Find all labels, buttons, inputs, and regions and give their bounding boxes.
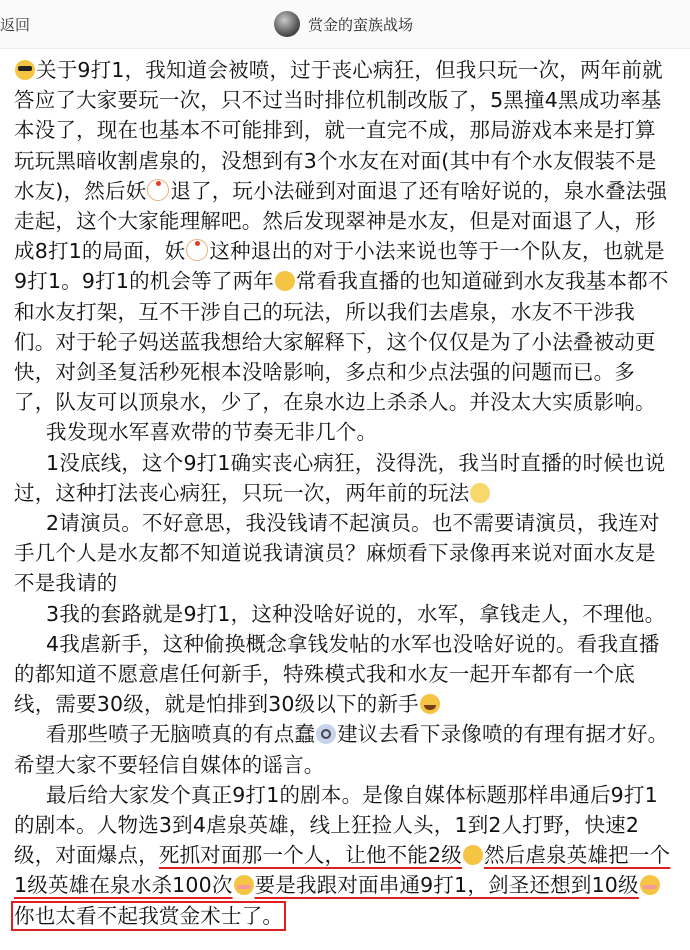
paragraph-8: 最后给大家发个真正9打1的剧本。是像自媒体标题那样串通后9打1的剧本。人物选3到4虐泉英雄，线上狂捡人头，1到2人打野，快速2级，对面爆点，死抓对面那一个人，让他不能2级 然后虐泉英雄把一个1级英雄在泉水杀100次 要是我跟对面串通9打1，剑圣还想到10级你也太看不起我赏金术士了。 [14, 782, 671, 928]
header-title-group [274, 10, 413, 38]
boxed-highlight: 你也太看不起我赏金术士了。 [14, 903, 284, 928]
page-title: 赏金的蛮族战场 [308, 15, 414, 34]
top-bar [0, 0, 690, 49]
paragraph-5: 3我的套路就是9打1，这种没啥好说的，水军，拿钱走人，不理他。 [46, 601, 666, 626]
paragraph-3: 1没底线，这个9打1确实丧心病狂，没得洗，我当时直播的时候也说过，这种打法丧心病狂，只玩一次，两年前的玩法 [14, 450, 666, 505]
underlined-highlight: 死抓对面那一个人，让他不能2级 然后虐泉英雄把一个1级英雄在泉水杀100次 要是我跟对面串通9打1，剑圣还想到10级 [14, 843, 671, 898]
dizzy-face-icon [316, 724, 336, 744]
paragraph-7: 看那些喷子无脑喷真的有点蠢 建议去看下录像喷的有理有据才好。希望大家不要轻信自媒体的谣言。 [14, 722, 669, 777]
chicken-icon [147, 179, 169, 201]
shy-face-icon [640, 875, 660, 895]
thinking-face-icon [463, 845, 483, 865]
paragraph-6: 4我虐新手，这种偷换概念拿钱发帖的水军也没啥好说的。看我直播的都知道不愿意虐任何新手，特殊模式我和水友一起开车都有一个底线，需要30级，就是怕排到30级以下的新手 [14, 631, 660, 717]
article-body [14, 55, 676, 931]
thinking-face-icon [275, 271, 295, 291]
paragraph-4: 2请演员。不好意思，我没钱请不起演员。也不需要请演员，我连对手几个人是水友都不知道说我请演员？麻烦看下录像再来说对面水友是不是我请的 [14, 511, 660, 596]
shy-face-icon [234, 875, 254, 895]
smile-face-icon [470, 483, 490, 503]
cool-face-icon [15, 60, 35, 80]
avatar[interactable] [274, 11, 300, 37]
back-button[interactable]: 返回 [0, 16, 31, 34]
paragraph-2: 我发现水军喜欢带的节奏无非几个。 [46, 420, 378, 445]
laughing-face-icon [420, 694, 440, 714]
chicken-icon [186, 239, 208, 261]
paragraph-1: 关于9打1，我知道会被喷，过于丧心病狂，但我只玩一次，两年前就答应了大家要玩一次，只不过当时排位机制改版了，5黑撞4黑成功率基本没了，现在也基本不可能排到，就一直完不成，那局游戏本来是打算玩玩黑暗收割虐泉的，没想到有3个水友在对面(其中有个水友假装不是水友)，然后妖 退了，玩小法碰到对面退了还有啥好说的，泉水叠法强走起，这个大家能理解吧。然后发现翠神是水友，但是对面退了人，形成8打1的局面，妖 这种退出的对于小法来说也等于一个队友，也就是9打1。9打1的机会等了两年 常看我直播的也知道碰到水友我基本都不和水友打架，互不干涉自己的玩法，所以我们去虐泉，水友不干涉我们。对于轮子妈送蓝我想给大家解释下，这个仅仅是为了小法叠被动更快，对剑圣复活秒死根本没啥影响，多点和少点法强的问题而已。多了，队友可以顶泉水，少了，在泉水边上杀杀人。并没太大实质影响。 [14, 58, 669, 415]
